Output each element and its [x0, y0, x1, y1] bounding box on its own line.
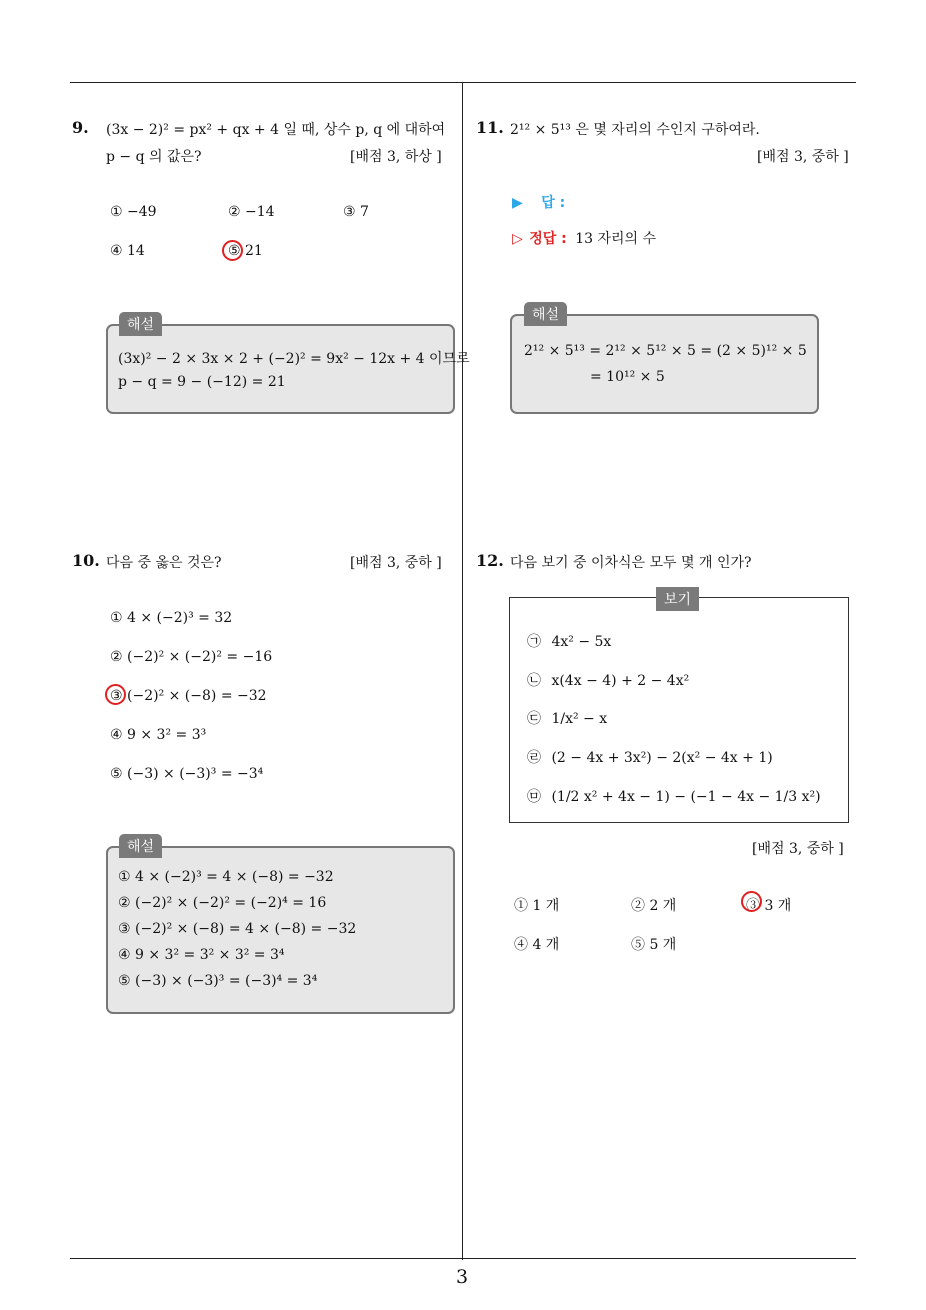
q9-answer-circle — [222, 240, 243, 261]
q11-correct-row — [512, 228, 656, 248]
q10-choice-3[interactable]: ③ (−2)² × (−8) = −32 — [110, 688, 267, 704]
q11-number: 11. — [476, 118, 504, 137]
q12-item-1 — [527, 631, 611, 651]
q9-choice-5[interactable]: ⑤ 21 — [228, 243, 263, 259]
q10-answer-circle — [105, 684, 126, 705]
q12-item-1-expr: 4x² − 5x — [551, 634, 612, 650]
q12-item-4-mark: ㉣ — [527, 750, 541, 766]
page-number: 3 — [456, 1266, 469, 1288]
q12-item-5-mark: ㉤ — [527, 789, 541, 805]
q11-answer-label: 답 : — [541, 195, 566, 211]
q12-item-4 — [527, 747, 773, 767]
top-rule — [70, 82, 856, 83]
q10-score: [배점 3, 중하 ] — [350, 555, 442, 571]
q12-answer-circle — [741, 891, 762, 912]
q12-item-3 — [527, 708, 607, 728]
q10-number: 10. — [72, 551, 100, 570]
q12-score: [배점 3, 중하 ] — [752, 841, 844, 857]
column-divider — [462, 82, 463, 1260]
q9-solution-line1: (3x)² − 2 × 3x × 2 + (−2)² = 9x² − 12x + 4 이므로 — [118, 351, 470, 367]
q9-solution-tag: 해설 — [119, 312, 162, 336]
q11-text: 2¹² × 5¹³ 은 몇 자리의 수인지 구하여라. — [510, 122, 760, 138]
q11-answer-marker: ▶ — [512, 195, 523, 211]
q12-item-3-mark: ㉢ — [527, 711, 541, 727]
q12-number: 12. — [476, 551, 504, 570]
q12-choice-2[interactable]: ② 2 개 — [631, 898, 677, 914]
q10-solution-line4: ④ 9 × 3² = 3² × 3² = 3⁴ — [118, 947, 285, 963]
q12-item-4-expr: (2 − 4x + 3x²) − 2(x² − 4x + 1) — [551, 750, 773, 766]
q10-solution-line3: ③ (−2)² × (−8) = 4 × (−8) = −32 — [118, 921, 357, 937]
q9-solution-line2: p − q = 9 − (−12) = 21 — [118, 374, 286, 390]
q10-choice-5[interactable]: ⑤ (−3) × (−3)³ = −3⁴ — [110, 766, 264, 782]
q12-item-3-expr: 1/x² − x — [551, 711, 608, 727]
q12-choice-5[interactable]: ⑤ 5 개 — [631, 937, 677, 953]
q9-choice-2[interactable]: ② −14 — [228, 204, 275, 220]
q10-choice-1[interactable]: ① 4 × (−2)³ = 32 — [110, 610, 233, 626]
q10-solution-line5: ⑤ (−3) × (−3)³ = (−3)⁴ = 3⁴ — [118, 973, 318, 989]
bottom-rule — [70, 1258, 856, 1259]
q9-text-line1: (3x − 2)² = px² + qx + 4 일 때, 상수 p, q 에 대하여 — [106, 122, 446, 138]
q11-score: [배점 3, 중하 ] — [757, 149, 849, 165]
q11-correct-marker: ▷ — [512, 231, 523, 247]
q10-solution-line1: ① 4 × (−2)³ = 4 × (−8) = −32 — [118, 869, 334, 885]
q12-text: 다음 보기 중 이차식은 모두 몇 개 인가? — [510, 555, 752, 571]
q12-bogi-tag: 보기 — [656, 587, 699, 611]
q9-score: [배점 3, 하상 ] — [350, 149, 442, 165]
q9-solution-box — [106, 324, 455, 414]
q12-item-2-expr: x(4x − 4) + 2 − 4x² — [551, 673, 690, 689]
q11-solution-line2: = 10¹² × 5 — [590, 369, 665, 385]
q12-item-5-expr: (1/2 x² + 4x − 1) − (−1 − 4x − 1/3 x²) — [551, 789, 821, 805]
q9-choice-3[interactable]: ③ 7 — [343, 204, 369, 220]
q12-item-2 — [527, 670, 689, 690]
q10-text: 다음 중 옳은 것은? — [106, 555, 222, 571]
q11-answer-row — [512, 192, 565, 212]
q10-choice-4[interactable]: ④ 9 × 3² = 3³ — [110, 727, 207, 743]
q9-number: 9. — [72, 118, 89, 137]
q10-solution-tag: 해설 — [119, 834, 162, 858]
q11-correct-label: 정답 : — [529, 231, 567, 247]
q12-item-1-mark: ㉠ — [527, 634, 541, 650]
q12-choice-4[interactable]: ④ 4 개 — [514, 937, 560, 953]
q11-correct-value: 13 자리의 수 — [575, 231, 657, 247]
q12-choice-1[interactable]: ① 1 개 — [514, 898, 560, 914]
q11-solution-line1: 2¹² × 5¹³ = 2¹² × 5¹² × 5 = (2 × 5)¹² × 5 — [524, 343, 807, 359]
q10-choice-2[interactable]: ② (−2)² × (−2)² = −16 — [110, 649, 273, 665]
q12-choice-3[interactable]: ③ 3 개 — [746, 898, 792, 914]
q9-choice-1[interactable]: ① −49 — [110, 204, 157, 220]
q12-item-5 — [527, 786, 821, 806]
q9-choice-4[interactable]: ④ 14 — [110, 243, 145, 259]
q11-solution-box — [510, 314, 819, 414]
q10-solution-line2: ② (−2)² × (−2)² = (−2)⁴ = 16 — [118, 895, 327, 911]
q9-text-line2: p − q 의 값은? — [106, 149, 202, 165]
q11-solution-tag: 해설 — [524, 302, 567, 326]
q12-item-2-mark: ㉡ — [527, 673, 541, 689]
